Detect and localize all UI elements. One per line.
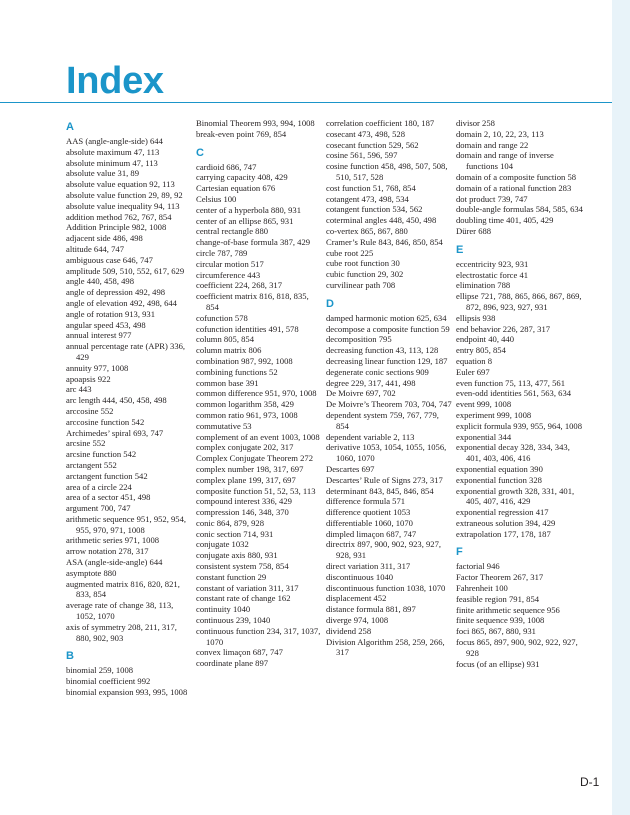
index-entry: absolute value 31, 89: [66, 168, 140, 179]
index-entry: consistent system 758, 854: [196, 561, 289, 572]
index-entry: continuous 239, 1040: [196, 615, 271, 626]
index-entry: Binomial Theorem 993, 994, 1008: [196, 118, 315, 128]
index-entry: domain and range 22: [456, 139, 529, 150]
index-entry: compound interest 336, 429: [196, 496, 292, 507]
index-entry: angular speed 453, 498: [66, 319, 146, 330]
index-entry: area of a sector 451, 498: [66, 492, 151, 503]
page-edge-strip: [612, 0, 630, 815]
index-entry: degenerate conic sections 909: [326, 366, 429, 377]
index-entry: amplitude 509, 510, 552, 617, 629: [66, 265, 185, 276]
index-entry: dimpled limaçon 687, 747: [326, 528, 417, 539]
index-entry: center of an ellipse 865, 931: [196, 215, 294, 226]
index-entry: angle of elevation 492, 498, 644: [66, 297, 177, 308]
index-entry: column matrix 806: [196, 345, 262, 356]
index-entry: conjugate axis 880, 931: [196, 550, 278, 561]
index-column-2: [196, 118, 322, 669]
index-entry: common base 391: [196, 377, 259, 388]
index-entry: common ratio 961, 973, 1008: [196, 409, 298, 420]
index-entry: absolute maximum 47, 113: [66, 146, 160, 157]
index-entry: compression 146, 348, 370: [196, 507, 289, 518]
index-entry: eccentricity 923, 931: [456, 258, 529, 269]
index-entry: finite sequence 939, 1008: [456, 615, 545, 626]
index-entry: ellipsis 938: [456, 312, 496, 323]
index-entry: column 805, 854: [196, 334, 255, 345]
index-entry: complex plane 199, 317, 697: [196, 474, 296, 485]
index-entry: Cramer’s Rule 843, 846, 850, 854: [326, 236, 443, 247]
index-entry: average rate of change 38, 113, 1052, 1070: [66, 600, 174, 622]
section-letter: E: [456, 243, 464, 256]
index-entry: damped harmonic motion 625, 634: [326, 312, 447, 323]
index-entry: co-vertex 865, 867, 880: [326, 225, 408, 236]
index-entry: ellipse 721, 788, 865, 866, 867, 869, 872, 896, 923, 927, 931: [456, 291, 582, 312]
index-entry: dividend 258: [326, 625, 372, 636]
index-entry: end behavior 226, 287, 317: [456, 323, 551, 334]
index-entry: entry 805, 854: [456, 345, 506, 356]
index-entry: exponential function 328: [456, 474, 542, 485]
index-entry: Euler 697: [456, 366, 490, 377]
section-letter: D: [326, 297, 334, 310]
index-entry: exponential decay 328, 334, 343, 401, 403, 406, 416: [456, 442, 570, 464]
index-entry: absolute minimum 47, 113: [66, 157, 158, 168]
index-entry: experiment 999, 1008: [456, 409, 532, 420]
index-entry: coterminal angles 448, 450, 498: [326, 215, 437, 226]
index-entry: adjacent side 486, 498: [66, 233, 143, 244]
section-letter: A: [66, 121, 74, 133]
index-entry: Cartesian equation 676: [196, 183, 276, 194]
index-entry: complex conjugate 202, 317: [196, 442, 294, 453]
index-entry: angle 440, 458, 498: [66, 276, 135, 287]
index-entry: cube root 225: [326, 247, 374, 258]
index-entry: dependent variable 2, 113: [326, 431, 415, 442]
index-entry: cost function 51, 768, 854: [326, 182, 416, 193]
index-entry: dot product 739, 747: [456, 193, 528, 204]
index-entry: domain of a composite function 58: [456, 171, 577, 182]
index-entry: extraneous solution 394, 429: [456, 517, 556, 528]
index-entry: cofunction identities 491, 578: [196, 323, 299, 334]
index-entry: Division Algorithm 258, 259, 266, 317: [326, 636, 445, 658]
index-entry: curvilinear path 708: [326, 279, 396, 290]
index-entry: domain 2, 10, 22, 23, 113: [456, 128, 544, 139]
index-entry: binomial expansion 993, 995, 1008: [66, 687, 188, 698]
index-entry: cube root function 30: [326, 258, 400, 269]
index-entry: determinant 843, 845, 846, 854: [326, 485, 434, 496]
index-entry: extrapolation 177, 178, 187: [456, 528, 551, 539]
index-entry: direct variation 311, 317: [326, 561, 411, 572]
index-entry: Complex Conjugate Theorem 272: [196, 453, 314, 464]
index-entry: arctangent function 542: [66, 470, 148, 481]
index-entry: cardioid 686, 747: [196, 161, 257, 172]
index-entry: arc 443: [66, 384, 92, 395]
index-entry: convex limaçon 687, 747: [196, 647, 283, 658]
index-entry: conic section 714, 931: [196, 528, 274, 539]
index-entry: exponential equation 390: [456, 463, 543, 474]
index-entry: combining functions 52: [196, 366, 278, 377]
index-entry: equation 8: [456, 355, 493, 366]
index-entry: Descartes’ Rule of Signs 273, 317: [326, 474, 443, 485]
index-entry: differentiable 1060, 1070: [326, 517, 413, 528]
index-entry: focus (of an ellipse) 931: [456, 658, 540, 669]
index-entry: even-odd identities 561, 563, 634: [456, 388, 572, 399]
index-entry: ASA (angle-side-angle) 644: [66, 557, 163, 568]
index-entry: complement of an event 1003, 1008: [196, 431, 320, 442]
index-entry: combination 987, 992, 1008: [196, 355, 293, 366]
index-entry: diverge 974, 1008: [326, 615, 389, 626]
index-entry: circumference 443: [196, 269, 261, 280]
index-entry: center of a hyperbola 880, 931: [196, 204, 301, 215]
index-entry: De Moivre’s Theorem 703, 704, 747: [326, 399, 452, 410]
index-entry: discontinuous function 1038, 1070: [326, 582, 446, 593]
index-entry: absolute value function 29, 89, 92: [66, 189, 183, 200]
index-entry: break-even point 769, 854: [196, 128, 287, 139]
index-entry: arcsine 552: [66, 438, 106, 449]
index-entry: binomial coefficient 992: [66, 676, 151, 687]
index-entry: cosecant 473, 498, 528: [326, 128, 405, 139]
index-entry: coordinate plane 897: [196, 658, 269, 669]
index-entry: constant rate of change 162: [196, 593, 291, 604]
index-entry: even function 75, 113, 477, 561: [456, 377, 565, 388]
index-entry: ambiguous case 646, 747: [66, 254, 153, 265]
index-entry: De Moivre 697, 702: [326, 388, 396, 399]
index-entry: central rectangle 880: [196, 226, 269, 237]
index-entry: double-angle formulas 584, 585, 634: [456, 204, 583, 215]
index-entry: continuous function 234, 317, 1037, 1070: [196, 625, 321, 647]
index-entry: circular motion 517: [196, 258, 264, 269]
index-entry: arithmetic series 971, 1008: [66, 535, 160, 546]
index-entry: Dürer 688: [456, 225, 492, 236]
index-entry: circle 787, 789: [196, 247, 248, 258]
index-entry: displacement 452: [326, 593, 387, 604]
index-entry: Factor Theorem 267, 317: [456, 572, 544, 583]
index-entry: arithmetic sequence 951, 952, 954, 955, 970, 971, 1008: [66, 513, 187, 535]
index-entry: exponential growth 328, 331, 401, 405, 407, 416, 429: [456, 485, 575, 507]
title-rule: [0, 102, 612, 103]
index-entry: arrow notation 278, 317: [66, 546, 149, 557]
index-entry: directrix 897, 900, 902, 923, 927, 928, 931: [326, 539, 442, 561]
index-entry: degree 229, 317, 441, 498: [326, 377, 416, 388]
index-entry: absolute value inequality 94, 113: [66, 200, 180, 211]
index-entry: arccosine function 542: [66, 416, 145, 427]
index-column-3: [326, 118, 452, 658]
index-entry: carrying capacity 408, 429: [196, 172, 288, 183]
index-entry: electrostatic force 41: [456, 269, 529, 280]
index-entry: feasible region 791, 854: [456, 593, 540, 604]
index-entry: distance formula 881, 897: [326, 604, 416, 615]
index-entry: continuity 1040: [196, 604, 251, 615]
index-entry: change-of-base formula 387, 429: [196, 237, 311, 248]
index-entry: doubling time 401, 405, 429: [456, 215, 554, 226]
index-entry: coefficient 224, 268, 317: [196, 280, 282, 291]
index-entry: focus 865, 897, 900, 902, 922, 927, 928: [456, 637, 578, 658]
index-entry: dependent system 759, 767, 779, 854: [326, 409, 439, 431]
index-entry: AAS (angle-angle-side) 644: [66, 136, 163, 146]
index-entry: apoapsis 922: [66, 373, 111, 384]
index-entry: cofunction 578: [196, 312, 248, 323]
index-entry: Addition Principle 982, 1008: [66, 222, 167, 233]
index-entry: axis of symmetry 208, 211, 317, 880, 902, 903: [66, 621, 177, 643]
index-entry: annual percentage rate (APR) 336, 429: [66, 341, 186, 362]
index-entry: cotangent function 534, 562: [326, 204, 423, 215]
index-entry: arc length 444, 450, 458, 498: [66, 395, 167, 406]
index-entry: arccosine 552: [66, 405, 114, 416]
index-entry: decompose a composite function 59: [326, 323, 450, 334]
index-entry: decreasing linear function 129, 187: [326, 355, 448, 366]
index-entry: Fahrenheit 100: [456, 583, 508, 594]
index-entry: altitude 644, 747: [66, 243, 124, 254]
index-entry: complex number 198, 317, 697: [196, 463, 304, 474]
index-entry: decreasing function 43, 113, 128: [326, 345, 439, 356]
index-entry: domain and range of inverse functions 104: [456, 150, 554, 172]
index-entry: angle of depression 492, 498: [66, 287, 166, 298]
index-entry: binomial 259, 1008: [66, 665, 134, 676]
index-entry: cosine function 458, 498, 507, 508, 510, 517, 528: [326, 161, 448, 182]
index-entry: conjugate 1032: [196, 539, 249, 550]
index-entry: endpoint 40, 440: [456, 334, 515, 345]
index-entry: exponential regression 417: [456, 507, 549, 518]
index-entry: cubic function 29, 302: [326, 269, 404, 280]
page-number: D-1: [580, 775, 600, 789]
index-entry: elimination 788: [456, 280, 511, 291]
index-entry: conic 864, 879, 928: [196, 517, 265, 528]
index-entry: area of a circle 224: [66, 481, 132, 492]
index-entry: domain of a rational function 283: [456, 182, 572, 193]
index-entry: common difference 951, 970, 1008: [196, 388, 317, 399]
index-entry: Descartes 697: [326, 463, 375, 474]
index-entry: coefficient matrix 816, 818, 835, 854: [196, 291, 309, 312]
index-entry: common logarithm 358, 429: [196, 399, 294, 410]
index-entry: cotangent 473, 498, 534: [326, 193, 409, 204]
index-entry: Archimedes’ spiral 693, 747: [66, 427, 164, 438]
index-entry: addition method 762, 767, 854: [66, 211, 172, 222]
index-entry: argument 700, 747: [66, 503, 131, 514]
index-entry: composite function 51, 52, 53, 113: [196, 485, 316, 496]
index-entry: annual interest 977: [66, 330, 132, 341]
index-entry: asymptote 880: [66, 567, 117, 578]
index-entry: difference formula 571: [326, 496, 406, 507]
index-entry: factorial 946: [456, 561, 500, 572]
section-letter: F: [456, 546, 463, 559]
index-entry: difference quotient 1053: [326, 507, 411, 518]
index-entry: derivative 1053, 1054, 1055, 1056, 1060, 1070: [326, 442, 447, 464]
section-letter: C: [196, 146, 204, 159]
index-entry: constant of variation 311, 317: [196, 582, 299, 593]
index-entry: angle of rotation 913, 931: [66, 308, 156, 319]
page-title: Index: [66, 60, 164, 102]
index-entry: Celsius 100: [196, 193, 237, 204]
index-entry: arcsine function 542: [66, 449, 137, 460]
index-entry: divisor 258: [456, 118, 495, 128]
index-entry: commutative 53: [196, 420, 252, 431]
index-entry: explicit formula 939, 955, 964, 1008: [456, 420, 583, 431]
index-entry: arctangent 552: [66, 459, 117, 470]
index-entry: foci 865, 867, 880, 931: [456, 626, 536, 637]
index-column-4: [456, 118, 586, 669]
index-column-1: [66, 118, 192, 698]
index-entry: augmented matrix 816, 820, 821, 833, 854: [66, 578, 180, 600]
index-entry: correlation coefficient 180, 187: [326, 118, 435, 128]
index-entry: absolute value equation 92, 113: [66, 179, 175, 190]
index-entry: annuity 977, 1008: [66, 362, 129, 373]
index-entry: cosine 561, 596, 597: [326, 150, 398, 161]
index-entry: event 999, 1008: [456, 399, 512, 410]
index-entry: constant function 29: [196, 571, 267, 582]
index-entry: exponential 344: [456, 431, 512, 442]
index-entry: discontinuous 1040: [326, 571, 394, 582]
index-entry: finite arithmetic sequence 956: [456, 604, 560, 615]
index-entry: cosecant function 529, 562: [326, 139, 419, 150]
section-letter: B: [66, 650, 74, 663]
index-entry: decomposition 795: [326, 334, 392, 345]
